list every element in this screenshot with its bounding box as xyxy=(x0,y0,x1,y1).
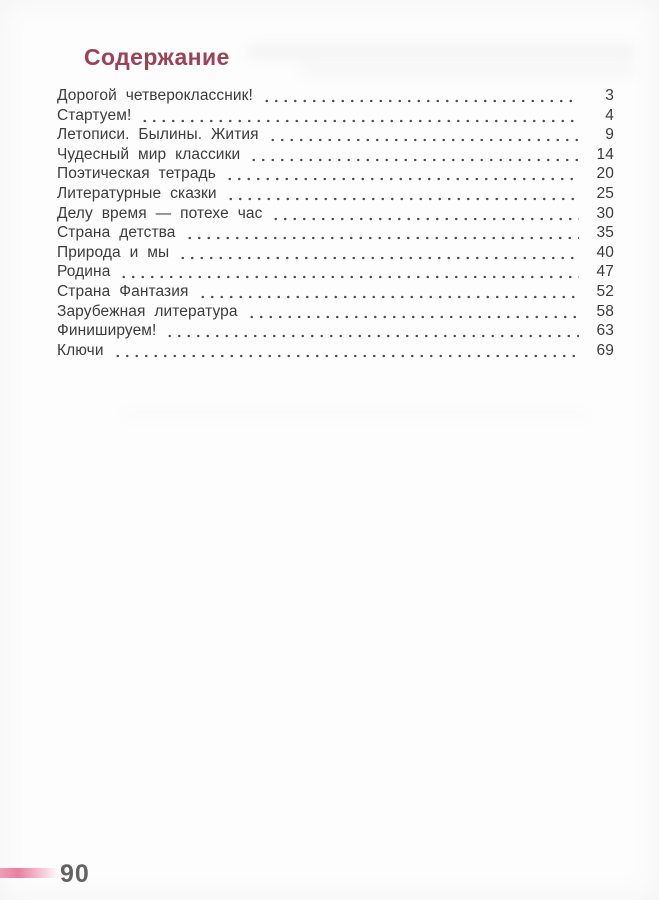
toc-entry-page: 69 xyxy=(596,341,614,359)
toc-entry-title: Родина xyxy=(57,263,111,281)
toc-entry xyxy=(57,86,614,106)
toc-entry-title: Стартуем! xyxy=(57,106,132,124)
toc-entry xyxy=(57,145,614,165)
toc-entry xyxy=(57,106,614,126)
toc-entry-title: Чудесный мир классики xyxy=(57,145,241,163)
toc-entry-title: Литературные сказки xyxy=(57,184,217,202)
toc-entry-page: 20 xyxy=(596,165,614,183)
toc-entry xyxy=(57,282,614,302)
toc-entry-page: 58 xyxy=(596,302,614,320)
bleedthrough-artifact xyxy=(300,64,636,76)
toc-entry xyxy=(57,164,614,184)
dot-leader xyxy=(138,119,579,123)
toc-entry-title: Страна Фантазия xyxy=(57,282,189,300)
dot-leader xyxy=(196,295,579,299)
toc-entry-title: Ключи xyxy=(57,341,104,359)
toc-entry-page: 40 xyxy=(596,243,614,261)
toc-entry-page: 30 xyxy=(596,204,614,222)
page-title: Содержание xyxy=(84,44,230,70)
toc-entry-page: 4 xyxy=(605,106,614,124)
toc-entry xyxy=(57,243,614,263)
toc-list xyxy=(57,86,614,360)
toc-entry-page: 47 xyxy=(596,263,614,281)
toc-entry xyxy=(57,302,614,322)
toc-entry xyxy=(57,262,614,282)
folio-page-number: 90 xyxy=(60,860,90,888)
toc-entry xyxy=(57,321,614,341)
toc-entry-page: 52 xyxy=(596,282,614,300)
dot-leader xyxy=(223,177,579,181)
toc-entry-title: Природа и мы xyxy=(57,243,170,261)
toc-entry-title: Делу время — потехе час xyxy=(57,204,263,222)
dot-leader xyxy=(183,236,579,240)
toc-entry-page: 14 xyxy=(596,145,614,163)
bleedthrough-artifact xyxy=(120,410,590,420)
dot-leader xyxy=(163,334,579,338)
dot-leader xyxy=(269,217,579,221)
toc-entry xyxy=(57,184,614,204)
dot-leader xyxy=(266,138,579,142)
toc-entry xyxy=(57,204,614,224)
toc-entry-page: 35 xyxy=(596,224,614,242)
toc-entry-title: Страна детства xyxy=(57,224,176,242)
dot-leader xyxy=(117,275,579,279)
bleedthrough-artifact xyxy=(248,44,636,59)
dot-leader xyxy=(260,99,579,103)
toc-entry xyxy=(57,341,614,361)
toc-entry-title: Поэтическая тетрадь xyxy=(57,165,216,183)
toc-entry-page: 63 xyxy=(596,322,614,340)
toc-entry xyxy=(57,125,614,145)
page-accent-bar xyxy=(0,868,58,878)
dot-leader xyxy=(247,158,579,162)
toc-entry-page: 3 xyxy=(605,87,614,104)
dot-leader xyxy=(245,315,579,319)
dot-leader xyxy=(111,354,579,358)
toc-entry-title: Дорогой четвероклассник! xyxy=(57,87,253,104)
dot-leader xyxy=(176,256,579,260)
dot-leader xyxy=(224,197,579,201)
toc-entry-page: 9 xyxy=(605,126,614,144)
toc-entry-title: Финишируем! xyxy=(57,322,157,340)
toc-entry-page: 25 xyxy=(596,184,614,202)
toc-entry xyxy=(57,223,614,243)
toc-entry-title: Летописи. Былины. Жития xyxy=(57,126,259,144)
toc-entry-title: Зарубежная литература xyxy=(57,302,238,320)
